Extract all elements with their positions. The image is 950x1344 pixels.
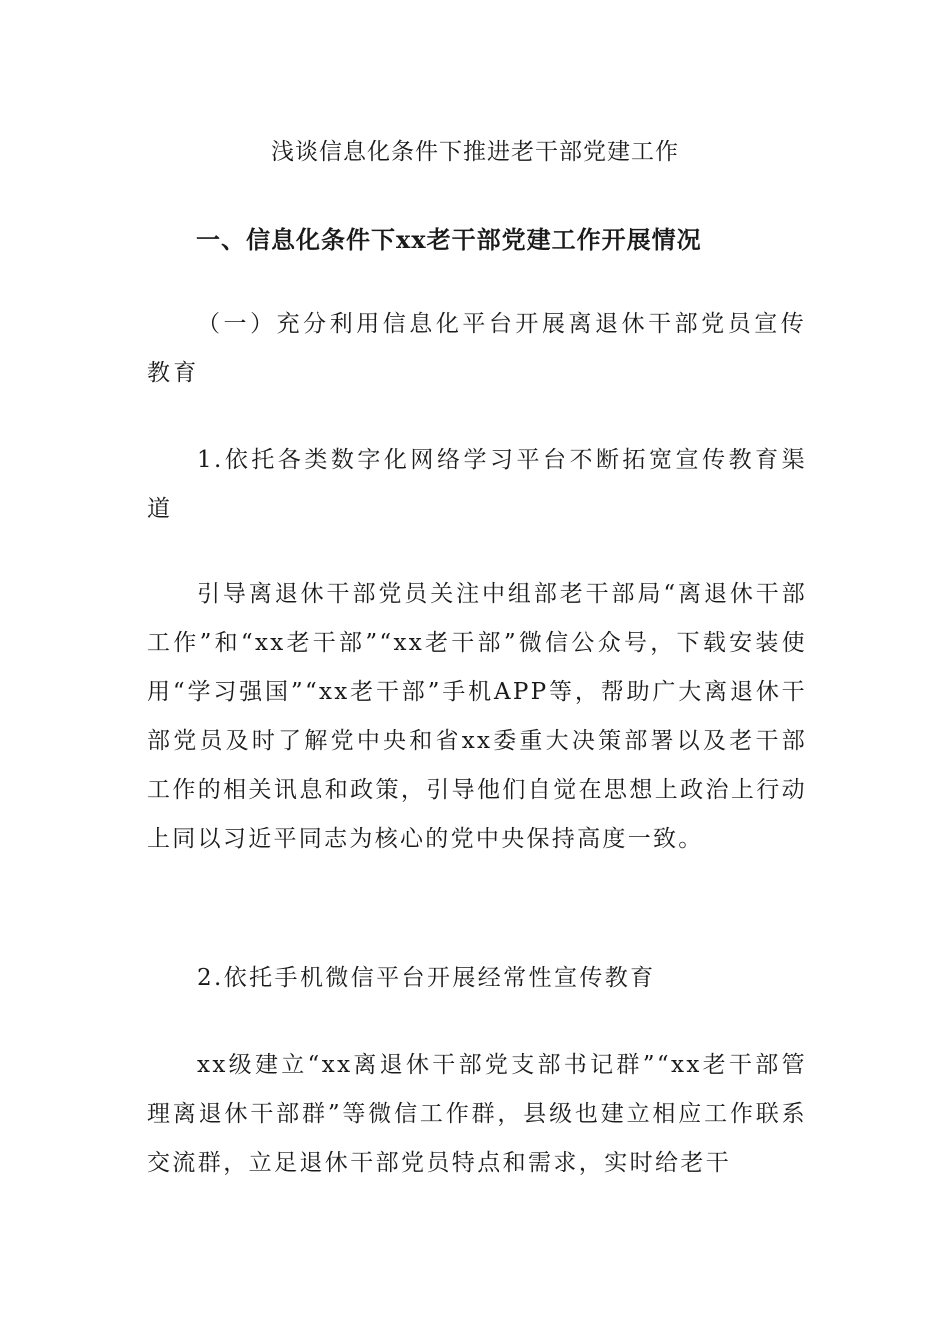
body-paragraph-1: 引导离退休干部党员关注中组部老干部局“离退休干部工作”和“xx老干部”“xx老干部”微信公众号，下载安装使用“学习强国”“xx老干部”手机APP等，帮助广大离退休干部党员及时了解党中央和省xx委重大决策部署以及老干部工作的相关讯息和政策，引导他们自觉在思想上政治上行动上同以习近平同志为核心的党中央保持高度一致。 <box>147 581 807 852</box>
section-heading: 一、信息化条件下xx老干部党建工作开展情况 <box>196 225 702 254</box>
item-heading-2: 2.依托手机微信平台开展经常性宣传教育 <box>197 965 656 991</box>
subsection-heading: （一）充分利用信息化平台开展离退休干部党员宣传教育 <box>147 311 807 386</box>
item-heading-1: 1.依托各类数字化网络学习平台不断拓宽宣传教育渠道 <box>147 447 807 522</box>
body-paragraph-2: xx级建立“xx离退休干部党支部书记群”“xx老干部管理离退休干部群”等微信工作群，县级也建立相应工作联系交流群，立足退休干部党员特点和需求，实时给老干 <box>147 1052 807 1176</box>
document-title: 浅谈信息化条件下推进老干部党建工作 <box>271 139 679 165</box>
